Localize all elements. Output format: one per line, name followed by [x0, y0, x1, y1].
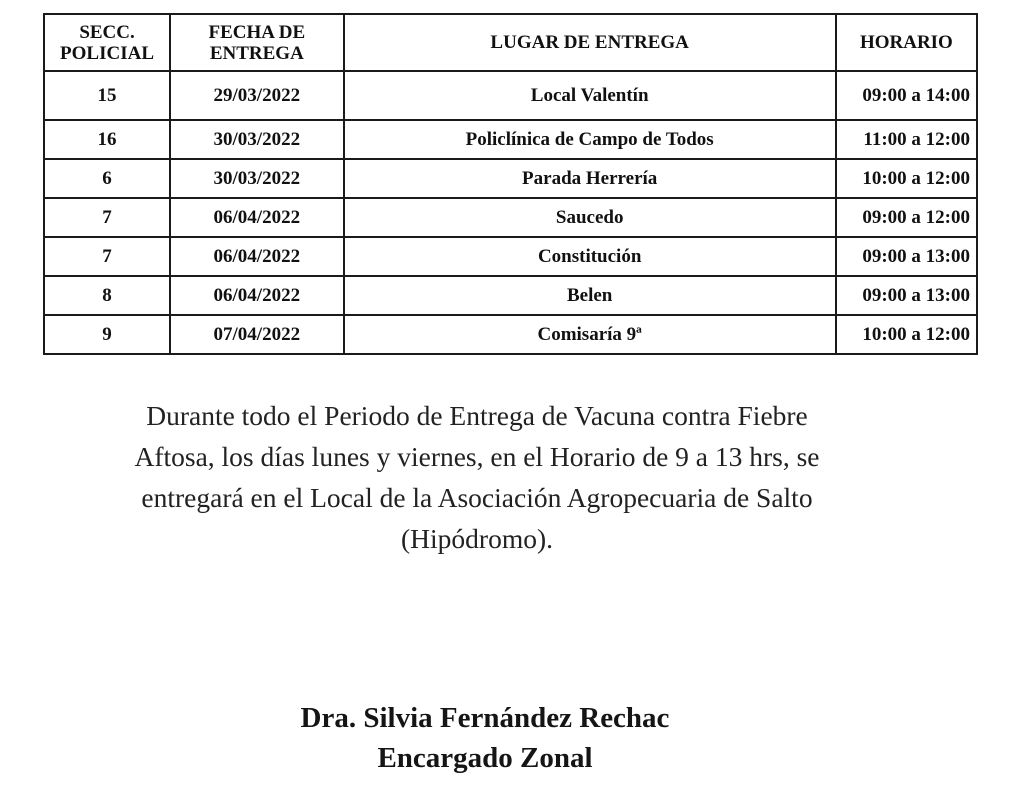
- notice-line: Aftosa, los días lunes y viernes, en el Horario de 9 a 13 hrs, se: [134, 441, 820, 472]
- cell-horario: 09:00 a 13:00: [836, 237, 977, 276]
- table-row: [44, 237, 977, 276]
- cell-lugar-entrega: Local Valentín: [344, 71, 836, 120]
- table-row: [44, 315, 977, 354]
- header-fecha-line-2: ENTREGA: [209, 42, 304, 64]
- notice-line: entregará en el Local de la Asociación Agropecuaria de Salto: [141, 482, 813, 513]
- cell-fecha-entrega: 07/04/2022: [170, 315, 343, 354]
- cell-secc-policial: 7: [44, 237, 170, 276]
- cell-horario: 09:00 a 14:00: [836, 71, 977, 120]
- cell-secc-policial: 7: [44, 198, 170, 237]
- cell-fecha-entrega: 06/04/2022: [170, 276, 343, 315]
- notice-paragraph: [62, 395, 892, 559]
- table-row: [44, 159, 977, 198]
- cell-fecha-entrega: 30/03/2022: [170, 120, 343, 159]
- cell-horario: 09:00 a 12:00: [836, 198, 977, 237]
- signatory-title: Encargado Zonal: [377, 742, 593, 774]
- header-lugar-entrega: LUGAR DE ENTREGA: [344, 14, 836, 71]
- cell-secc-policial: 8: [44, 276, 170, 315]
- table-header-row: [44, 14, 977, 71]
- cell-lugar-entrega: Belen: [344, 276, 836, 315]
- header-fecha-entrega: [170, 14, 343, 71]
- cell-horario: 10:00 a 12:00: [836, 315, 977, 354]
- signatory-name: Dra. Silvia Fernández Rechac: [300, 702, 670, 734]
- table-body: [44, 71, 977, 354]
- signature-block: [200, 698, 770, 778]
- header-secc-line-1: SECC.: [79, 21, 135, 43]
- cell-lugar-entrega: Parada Herrería: [344, 159, 836, 198]
- cell-secc-policial: 15: [44, 71, 170, 120]
- cell-fecha-entrega: 29/03/2022: [170, 71, 343, 120]
- notice-line: (Hipódromo).: [401, 523, 553, 554]
- cell-horario: 10:00 a 12:00: [836, 159, 977, 198]
- cell-lugar-entrega: Constitución: [344, 237, 836, 276]
- header-fecha-line-1: FECHA DE: [208, 21, 306, 43]
- cell-horario: 09:00 a 13:00: [836, 276, 977, 315]
- header-secc-policial: [44, 14, 170, 71]
- table-row: [44, 120, 977, 159]
- table-row: [44, 71, 977, 120]
- cell-secc-policial: 16: [44, 120, 170, 159]
- header-secc-line-2: POLICIAL: [60, 42, 155, 64]
- cell-fecha-entrega: 06/04/2022: [170, 198, 343, 237]
- cell-secc-policial: 9: [44, 315, 170, 354]
- table-row: [44, 198, 977, 237]
- cell-horario: 11:00 a 12:00: [836, 120, 977, 159]
- cell-fecha-entrega: 06/04/2022: [170, 237, 343, 276]
- cell-lugar-entrega: Policlínica de Campo de Todos: [344, 120, 836, 159]
- notice-line: Durante todo el Periodo de Entrega de Vacuna contra Fiebre: [146, 400, 808, 431]
- cell-lugar-entrega: Saucedo: [344, 198, 836, 237]
- cell-fecha-entrega: 30/03/2022: [170, 159, 343, 198]
- table-row: [44, 276, 977, 315]
- cell-secc-policial: 6: [44, 159, 170, 198]
- delivery-schedule-table: [43, 13, 978, 355]
- header-horario: HORARIO: [836, 14, 977, 71]
- cell-lugar-entrega: Comisaría 9ª: [344, 315, 836, 354]
